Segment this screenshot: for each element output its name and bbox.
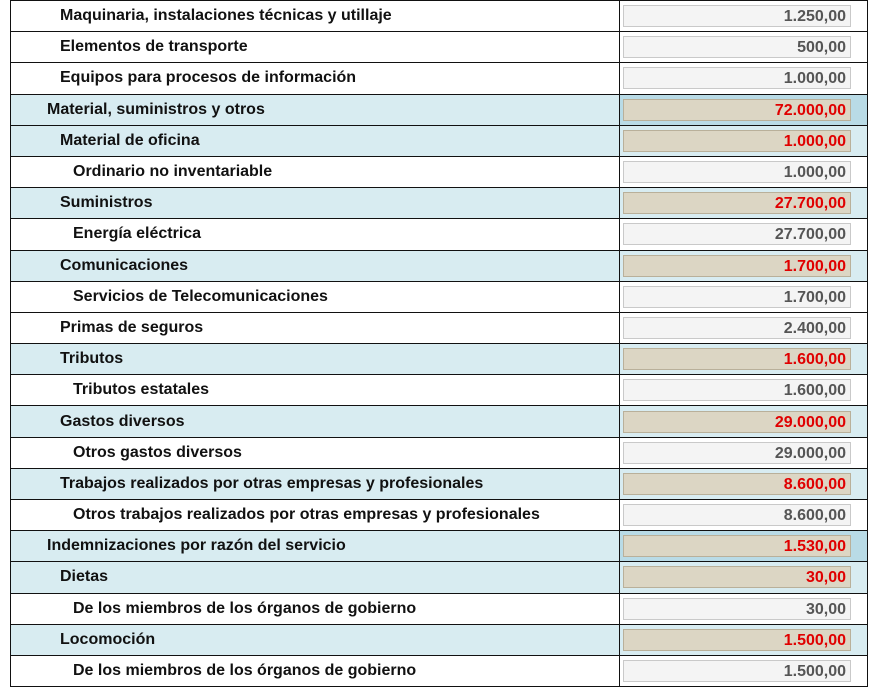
row-label: Suministros xyxy=(11,188,620,219)
table-row xyxy=(11,63,868,94)
table-row xyxy=(11,219,868,250)
table-row xyxy=(11,312,868,343)
amount-input[interactable] xyxy=(623,598,851,620)
amount-cell xyxy=(620,94,868,125)
amount-input[interactable] xyxy=(623,5,851,27)
amount-cell xyxy=(620,500,868,531)
subtotal-row xyxy=(11,406,868,437)
row-label: Material de oficina xyxy=(11,125,620,156)
row-label: Dietas xyxy=(11,562,620,593)
subtotal-amount-field[interactable] xyxy=(623,535,851,557)
amount-input[interactable] xyxy=(623,161,851,183)
amount-cell xyxy=(620,250,868,281)
amount-input[interactable] xyxy=(623,379,851,401)
row-label: Tributos xyxy=(11,344,620,375)
table-row xyxy=(11,593,868,624)
amount-input[interactable] xyxy=(623,660,851,682)
amount-cell xyxy=(620,406,868,437)
amount-cell xyxy=(620,1,868,32)
row-label: Locomoción xyxy=(11,624,620,655)
row-label: Otros trabajos realizados por otras empresas y profesionales xyxy=(11,500,620,531)
amount-input[interactable] xyxy=(623,442,851,464)
amount-cell xyxy=(620,188,868,219)
subtotal-amount-field[interactable] xyxy=(623,473,851,495)
row-label: Otros gastos diversos xyxy=(11,437,620,468)
amount-cell xyxy=(620,219,868,250)
row-label: Equipos para procesos de información xyxy=(11,63,620,94)
subtotal-amount-field[interactable] xyxy=(623,192,851,214)
subtotal-amount-field[interactable] xyxy=(623,255,851,277)
amount-input[interactable] xyxy=(623,286,851,308)
amount-input[interactable] xyxy=(623,504,851,526)
amount-cell xyxy=(620,562,868,593)
amount-input[interactable] xyxy=(623,36,851,58)
row-label: Gastos diversos xyxy=(11,406,620,437)
subtotal-amount-field[interactable] xyxy=(623,348,851,370)
subtotal-amount-field[interactable] xyxy=(623,99,851,121)
row-label: Trabajos realizados por otras empresas y profesionales xyxy=(11,468,620,499)
row-label: Energía eléctrica xyxy=(11,219,620,250)
row-label: De los miembros de los órganos de gobierno xyxy=(11,655,620,686)
amount-cell xyxy=(620,156,868,187)
amount-cell xyxy=(620,437,868,468)
row-label: Elementos de transporte xyxy=(11,32,620,63)
subtotal-row xyxy=(11,468,868,499)
budget-table xyxy=(10,0,868,687)
subtotal-row xyxy=(11,250,868,281)
subtotal-amount-field[interactable] xyxy=(623,411,851,433)
amount-cell xyxy=(620,531,868,562)
row-label: Material, suministros y otros xyxy=(11,94,620,125)
amount-cell xyxy=(620,281,868,312)
row-label: Ordinario no inventariable xyxy=(11,156,620,187)
subtotal-row xyxy=(11,94,868,125)
table-row xyxy=(11,281,868,312)
amount-cell xyxy=(620,32,868,63)
row-label: Comunicaciones xyxy=(11,250,620,281)
row-label: Tributos estatales xyxy=(11,375,620,406)
amount-cell xyxy=(620,468,868,499)
table-row xyxy=(11,655,868,686)
subtotal-row xyxy=(11,531,868,562)
amount-cell xyxy=(620,312,868,343)
subtotal-amount-field[interactable] xyxy=(623,566,851,588)
subtotal-amount-field[interactable] xyxy=(623,629,851,651)
row-label: Indemnizaciones por razón del servicio xyxy=(11,531,620,562)
amount-input[interactable] xyxy=(623,67,851,89)
amount-cell xyxy=(620,655,868,686)
amount-cell xyxy=(620,624,868,655)
subtotal-row xyxy=(11,562,868,593)
row-label: Servicios de Telecomunicaciones xyxy=(11,281,620,312)
table-row xyxy=(11,156,868,187)
subtotal-row xyxy=(11,624,868,655)
table-row xyxy=(11,1,868,32)
amount-input[interactable] xyxy=(623,223,851,245)
amount-cell xyxy=(620,593,868,624)
table-row xyxy=(11,500,868,531)
amount-cell xyxy=(620,63,868,94)
row-label: Primas de seguros xyxy=(11,312,620,343)
subtotal-amount-field[interactable] xyxy=(623,130,851,152)
row-label: De los miembros de los órganos de gobierno xyxy=(11,593,620,624)
amount-cell xyxy=(620,125,868,156)
subtotal-row xyxy=(11,125,868,156)
amount-cell xyxy=(620,344,868,375)
budget-table-body xyxy=(11,1,868,687)
row-label: Maquinaria, instalaciones técnicas y utillaje xyxy=(11,1,620,32)
amount-input[interactable] xyxy=(623,317,851,339)
amount-cell xyxy=(620,375,868,406)
subtotal-row xyxy=(11,344,868,375)
table-row xyxy=(11,437,868,468)
subtotal-row xyxy=(11,188,868,219)
table-row xyxy=(11,32,868,63)
table-row xyxy=(11,375,868,406)
